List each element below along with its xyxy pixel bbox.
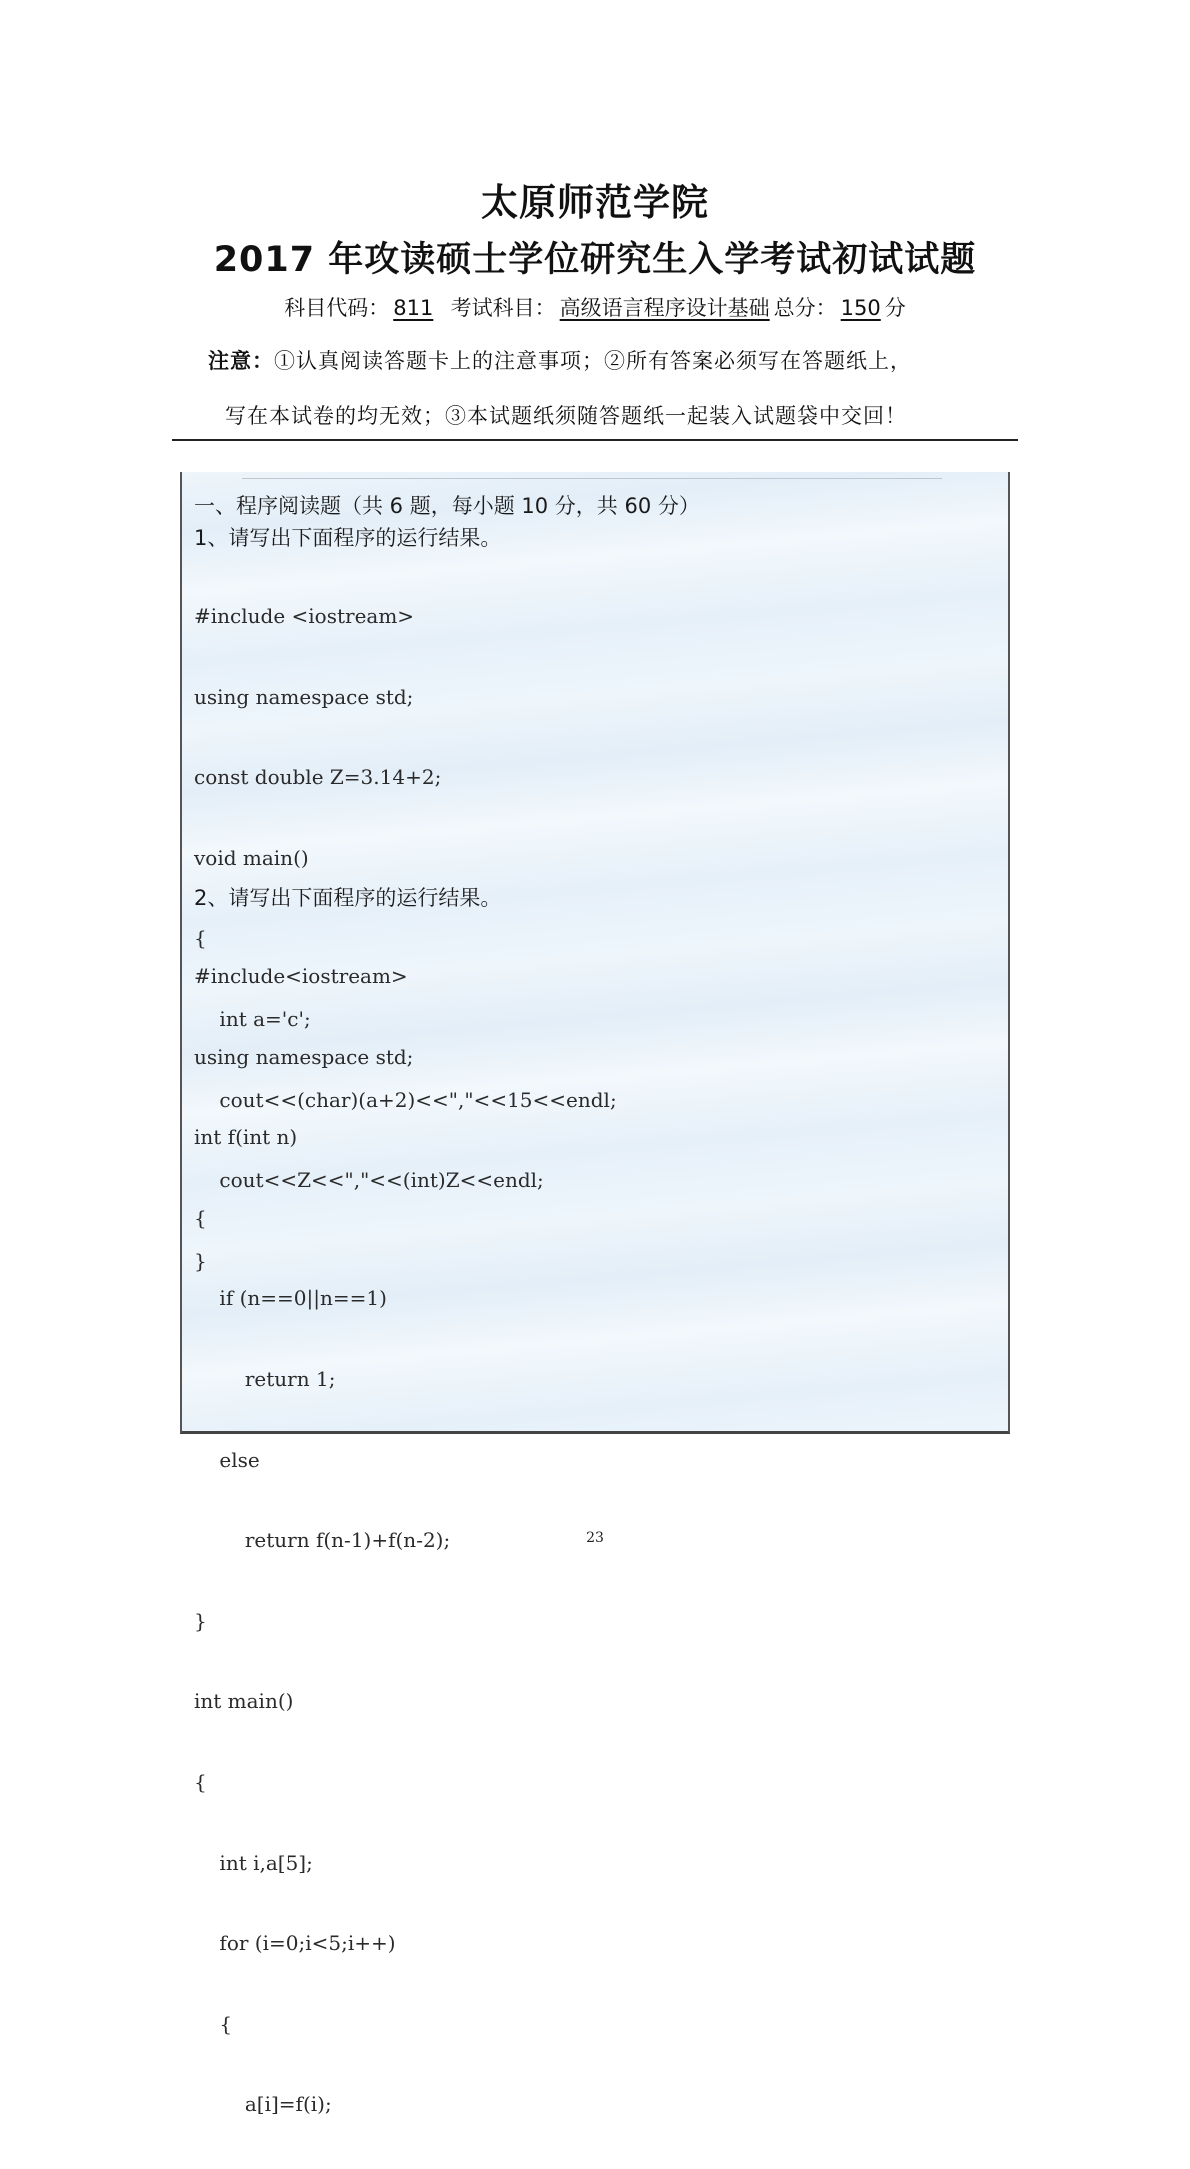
scan-top-line <box>242 478 942 479</box>
code-line: { <box>194 1205 207 1230</box>
code-line: int f(int n) <box>194 1125 298 1150</box>
page-number: 23 <box>586 1530 604 1546</box>
code-line: return f(n-1)+f(n-2); <box>194 1528 451 1553</box>
total-score-label: 总分： <box>773 296 837 320</box>
code-line: { <box>194 2011 233 2036</box>
subject-code-value: 811 <box>393 296 434 320</box>
code-line: cout<<(char)(a+2)<<","<<15<<endl; <box>194 1087 617 1112</box>
code-line: int a='c'; <box>194 1006 311 1031</box>
question-1-title: 1、请写出下面程序的运行结果。 <box>194 526 502 550</box>
school-name: 太原师范学院 <box>481 181 709 224</box>
header-divider <box>172 439 1018 441</box>
total-score-unit: 分 <box>884 296 906 320</box>
code-line: using namespace std; <box>194 1044 414 1069</box>
code-line: { <box>194 926 207 951</box>
section-heading: 一、程序阅读题（共 6 题，每小题 10 分，共 60 分） <box>194 494 700 518</box>
code-line: } <box>194 1248 207 1273</box>
code-line: #include<iostream> <box>194 964 408 988</box>
total-score-value: 150 <box>840 296 881 320</box>
code-line: if (n==0||n==1) <box>194 1286 387 1311</box>
code-line: void main() <box>194 845 309 870</box>
notice-line-2: 写在本试卷的均无效；③本试题纸须随答题纸一起装入试题袋中交回！ <box>225 404 907 428</box>
code-line: int main() <box>194 1689 294 1714</box>
code-line: cout<<Z<<","<<(int)Z<<endl; <box>194 1168 544 1193</box>
code-line: } <box>194 1608 207 1633</box>
code-line: for (i=0;i<5;i++) <box>194 1931 396 1956</box>
exam-info-line <box>0 292 1190 322</box>
code-line: using namespace std; <box>194 684 414 709</box>
exam-title: 2017 年攻读硕士学位研究生入学考试初试试题 <box>213 240 977 280</box>
code-line: a[i]=f(i); <box>194 2092 332 2117</box>
code-line: int i,a[5]; <box>194 1850 313 1875</box>
code-line: const double Z=3.14+2; <box>194 765 442 790</box>
subject-name-label: 考试科目： <box>450 296 556 320</box>
subject-code-label: 科目代码： <box>284 296 390 320</box>
code-line: { <box>194 1769 207 1794</box>
code-line: else <box>194 1447 260 1472</box>
subject-name-value: 高级语言程序设计基础 <box>559 296 770 320</box>
notice-lead: 注意： <box>208 348 274 373</box>
code-line: #include <iostream> <box>194 604 415 628</box>
question-2-title: 2、请写出下面程序的运行结果。 <box>194 886 502 910</box>
code-line: return 1; <box>194 1366 336 1391</box>
notice-text-1: ①认真阅读答题卡上的注意事项；②所有答案必须写在答题纸上， <box>274 349 912 373</box>
notice-line-1 <box>208 345 912 375</box>
